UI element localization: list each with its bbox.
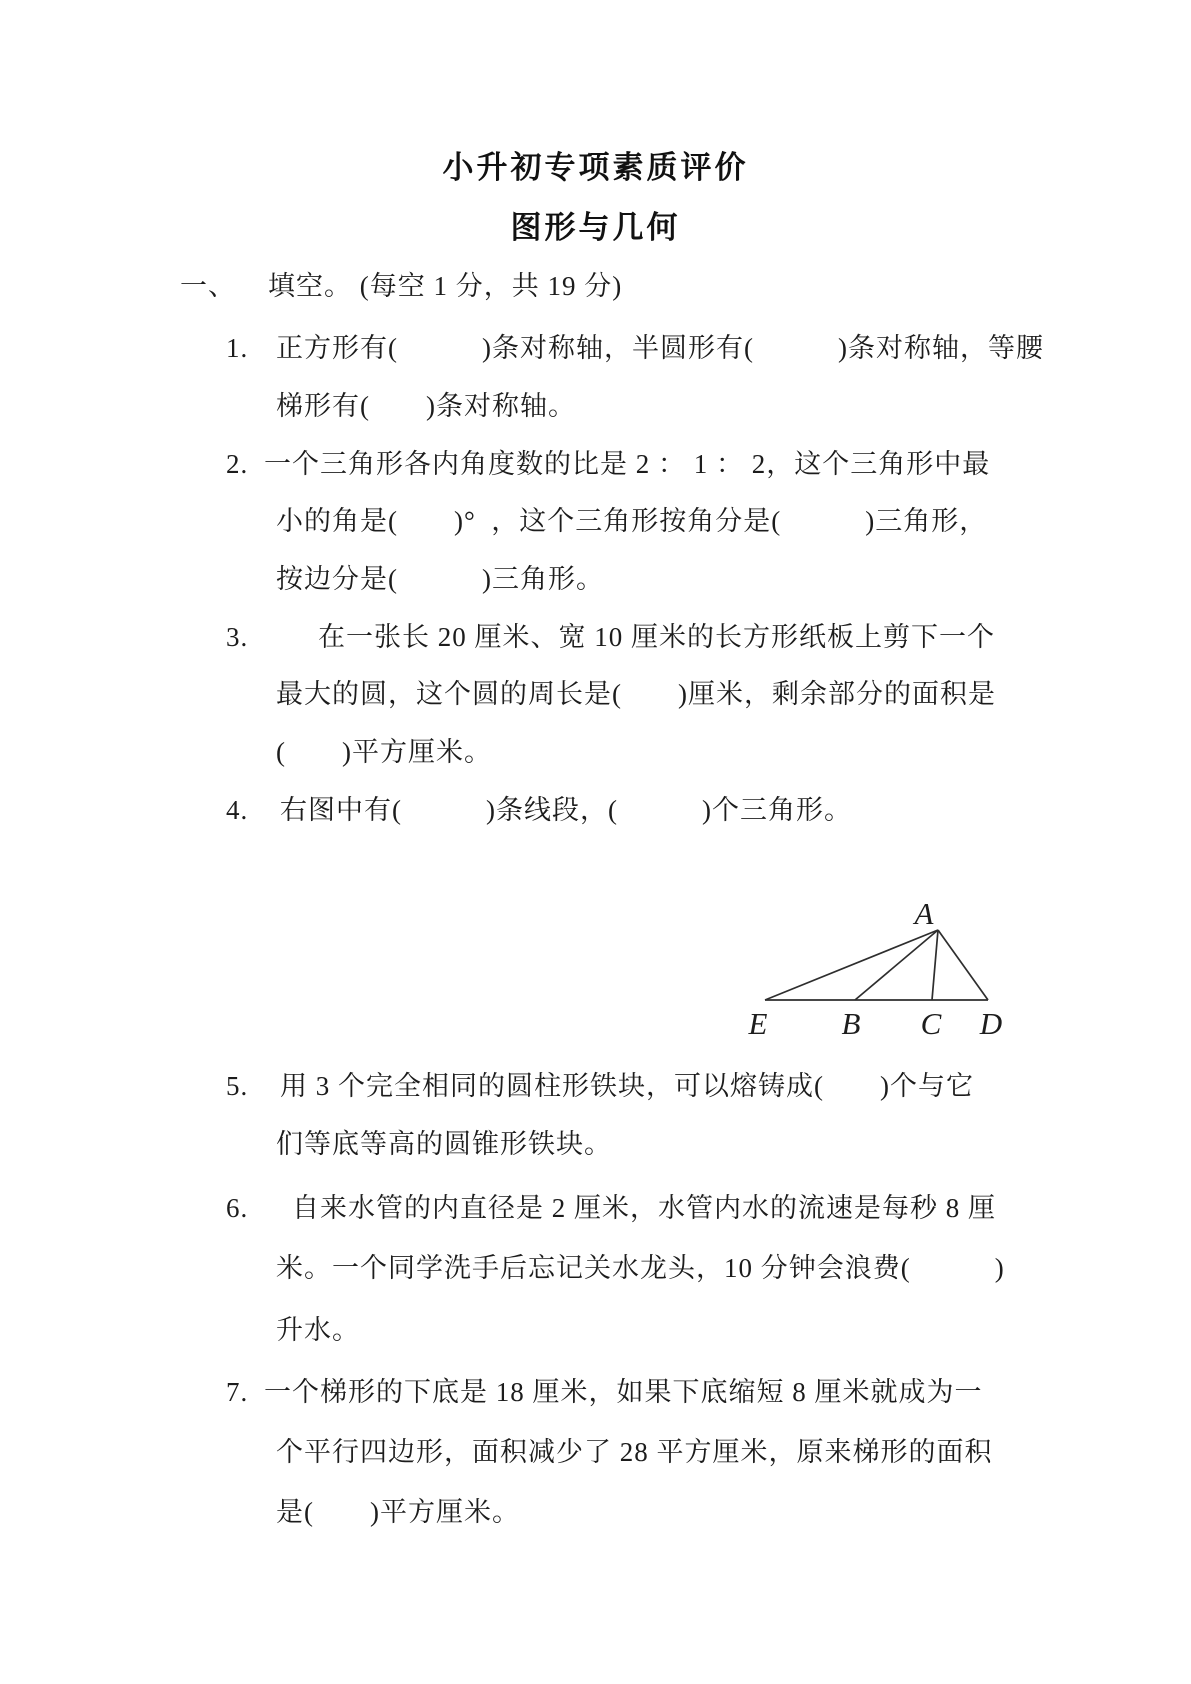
question-6-line-2: 米。一个同学洗手后忘记关水龙头，10 分钟会浪费( ) — [276, 1253, 1005, 1283]
figure-label-A: A — [914, 896, 934, 931]
question-2-line-3: 按边分是( )三角形。 — [276, 564, 604, 594]
figure-line-AD — [938, 930, 988, 1000]
figure-label-E: E — [748, 1006, 768, 1041]
question-2-number: 2. — [226, 449, 249, 479]
question-7-line-1: 一个梯形的下底是 18 厘米，如果下底缩短 8 厘米就成为一 — [264, 1377, 983, 1407]
question-7-line-2: 个平行四边形，面积减少了 28 平方厘米，原来梯形的面积 — [276, 1437, 993, 1467]
question-1-number: 1. — [226, 333, 249, 363]
question-6-number: 6. — [226, 1193, 249, 1223]
question-3-number: 3. — [226, 622, 249, 652]
figure-line-AE — [765, 930, 938, 1000]
question-1-line-1: 正方形有( )条对称轴，半圆形有( )条对称轴，等腰 — [276, 333, 1044, 363]
question-5-line-2: 们等底等高的圆锥形铁块。 — [276, 1129, 612, 1159]
question-3-line-3: ( )平方厘米。 — [276, 737, 492, 767]
question-5-number: 5. — [226, 1071, 249, 1101]
section-marker: 一、 — [180, 271, 236, 301]
question-2-line-2: 小的角是( )° ，这个三角形按角分是( )三角形， — [276, 506, 988, 536]
question-7-number: 7. — [226, 1377, 249, 1407]
section-heading: 填空。 (每空 1 分，共 19 分) — [268, 271, 623, 301]
question-6-line-1: 自来水管的内直径是 2 厘米，水管内水的流速是每秒 8 厘 — [292, 1193, 996, 1223]
question-4-line-1: 右图中有( )条线段，( )个三角形。 — [280, 795, 852, 825]
question-3-line-1: 在一张长 20 厘米、宽 10 厘米的长方形纸板上剪下一个 — [318, 622, 995, 652]
figure-line-AC — [932, 930, 938, 1000]
figure-label-C: C — [920, 1006, 942, 1041]
question-1-line-2: 梯形有( )条对称轴。 — [276, 391, 576, 421]
question-2-line-1: 一个三角形各内角度数的比是 2 ： 1 ： 2，这个三角形中最 — [264, 449, 991, 479]
question-7-line-3: 是( )平方厘米。 — [276, 1497, 520, 1527]
question-4-number: 4. — [226, 795, 249, 825]
figure-line-AB — [855, 930, 938, 1000]
page-subtitle: 图形与几何 — [510, 210, 681, 245]
question-3-line-2: 最大的圆，这个圆的周长是( )厘米，剩余部分的面积是 — [276, 679, 996, 709]
page-title: 小升初专项素质评价 — [442, 150, 749, 185]
geometry-figure — [700, 888, 1030, 1053]
question-6-line-3: 升水。 — [276, 1315, 360, 1345]
figure-label-D: D — [979, 1006, 1003, 1041]
question-5-line-1: 用 3 个完全相同的圆柱形铁块，可以熔铸成( )个与它 — [280, 1071, 974, 1101]
figure-label-B: B — [841, 1006, 861, 1041]
